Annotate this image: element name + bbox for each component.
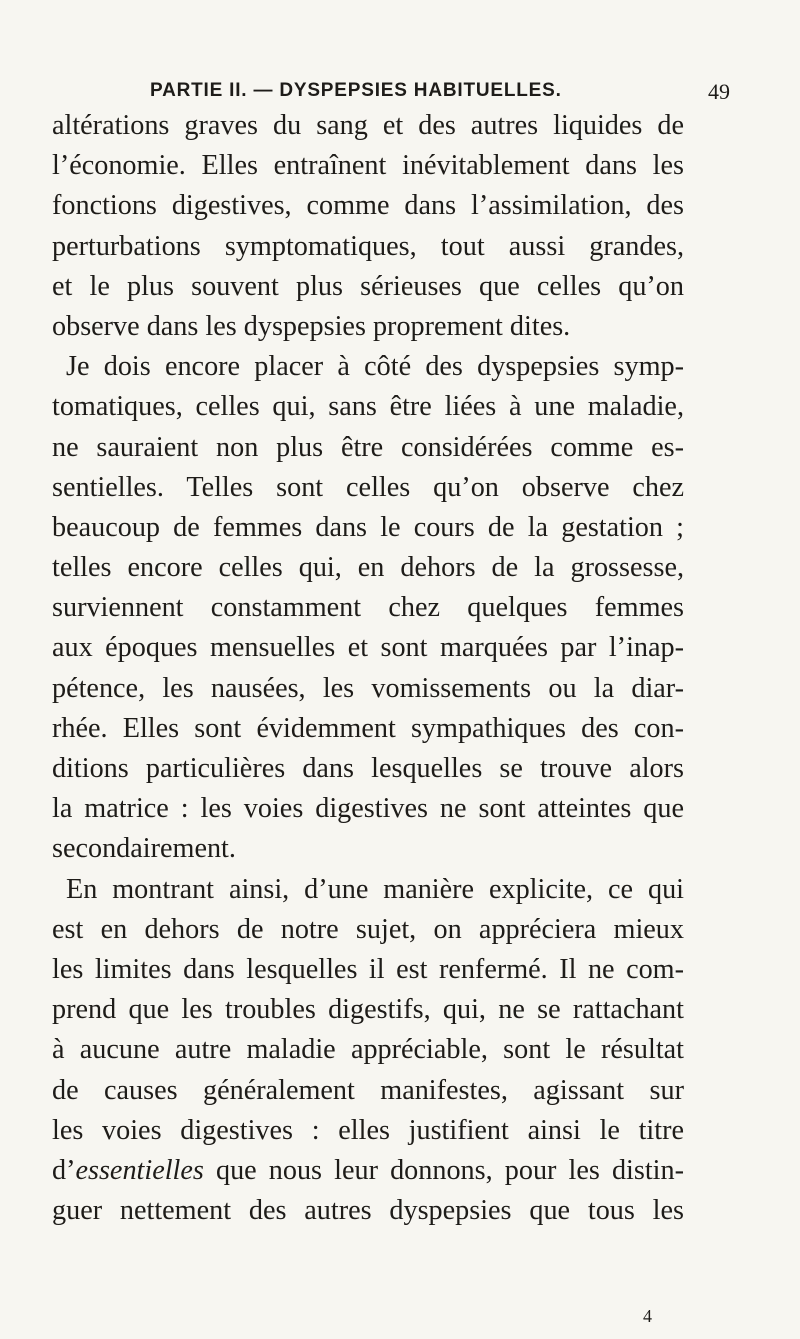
text-line: secondairement. — [52, 833, 236, 865]
signature-mark: 4 — [643, 1306, 652, 1326]
text-line: tomatiques, celles qui, sans être liées à une maladie, — [52, 391, 684, 423]
text-line: les voies digestives : elles justifient ainsi le titre — [52, 1114, 684, 1146]
text-line: surviennent constamment chez quelques femmes — [52, 592, 684, 624]
text-line: les limites dans lesquelles il est renfermé. Il ne com- — [52, 953, 684, 985]
text-line: altérations graves du sang et des autres liquides de — [52, 110, 684, 141]
text-line: de causes généralement manifestes, agissant sur — [52, 1074, 684, 1106]
emphasized-word: essentielles — [75, 1154, 204, 1186]
text-line: observe dans les dyspepsies proprement dites. — [52, 310, 571, 342]
running-head-title: PARTIE II. — DYSPEPSIES HABITUELLES. — [150, 80, 562, 101]
text-line: perturbations symptomatiques, tout aussi grandes, — [52, 230, 684, 262]
text-line: aux époques mensuelles et sont marquées par l’inap- — [52, 632, 684, 664]
text-line: sentielles. Telles sont celles qu’on observe chez — [52, 471, 684, 503]
text-line: rhée. Elles sont évidemment sympathiques des con- — [52, 712, 684, 744]
text-line: ne sauraient non plus être considérées comme es- — [52, 431, 684, 463]
text-line: En montrant ainsi, d’une manière explicite, ce qui — [66, 873, 684, 905]
text-line: ditions particulières dans lesquelles se trouve alors — [52, 753, 684, 784]
text-line: fonctions digestives, comme dans l’assimilation, des — [52, 190, 684, 222]
text-line: l’économie. Elles entraînent inévitablement dans les — [52, 150, 684, 182]
text-line: prend que les troubles digestifs, qui, ne se rattachant — [52, 994, 684, 1026]
text-line: la matrice : les voies digestives ne sont atteintes que — [52, 793, 684, 825]
text-line: à aucune autre maladie appréciable, sont le résultat — [52, 1034, 684, 1066]
text-line: pétence, les nausées, les vomissements ou la diar- — [52, 672, 684, 704]
text-line: guer nettement des autres dyspepsies que tous les — [52, 1195, 684, 1227]
page-number: 49 — [708, 79, 730, 104]
text-line: telles encore celles qui, en dehors de la grossesse, — [52, 552, 684, 584]
text-line: d’essentielles que nous leur donnons, pour les distin- — [52, 1154, 684, 1186]
text-line: est en dehors de notre sujet, on appréciera mieux — [52, 913, 684, 945]
text-line: et le plus souvent plus sérieuses que celles qu’on — [52, 270, 684, 302]
body-text — [52, 106, 684, 1231]
text-line: Je dois encore placer à côté des dyspepsies symp- — [66, 351, 684, 383]
text-line: beaucoup de femmes dans le cours de la gestation ; — [52, 511, 684, 543]
